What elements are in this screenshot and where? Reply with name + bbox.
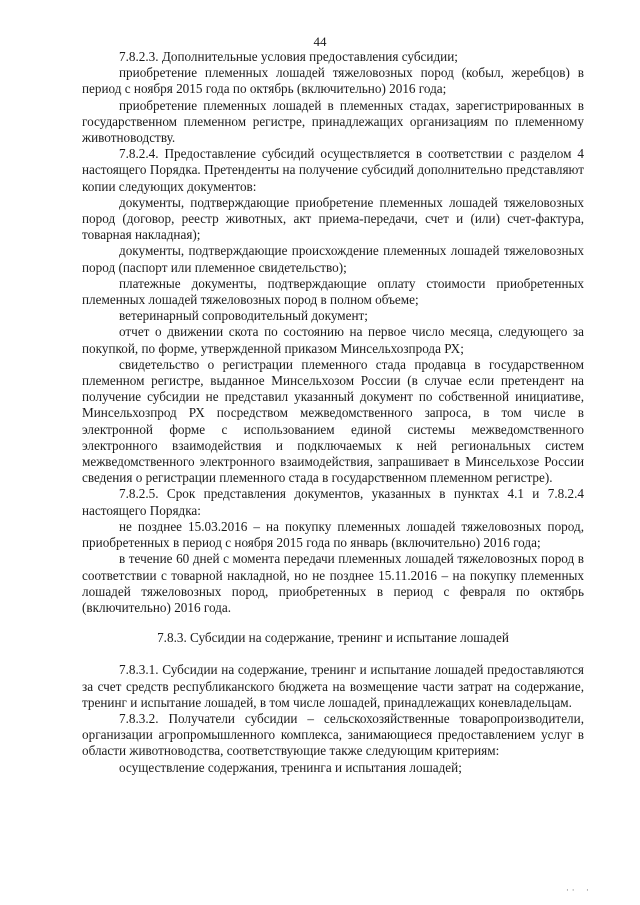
paragraph-payment-docs: платежные документы, подтверждающие оплату стоимости приобретенных племенных лошадей тяжеловозных пород в полном объеме; bbox=[82, 275, 584, 308]
paragraph-7-8-3-2: 7.8.3.2. Получатели субсидии – сельскохозяйственные товаропроизводители, организации агропромышленного комплекса, занимающиеся предоставлением услуг в области животноводства, соответствующие также следующим критериям: bbox=[82, 710, 584, 759]
paragraph-7-8-2-3: 7.8.2.3. Дополнительные условия предоставления субсидии; bbox=[119, 49, 458, 64]
paragraph-7-8-2-4: 7.8.2.4. Предоставление субсидий осуществляется в соответствии с разделом 4 настоящего Порядка. Претенденты на получение субсидий дополнительно представляют копии следующих документов: bbox=[82, 146, 584, 194]
paragraph-livestock-report: отчет о движении скота по состоянию на первое число месяца, следующего за покупкой, по форме, утвержденной приказом Минсельхозпрода РХ; bbox=[82, 324, 584, 356]
paragraph-deadline-60-days: в течение 60 дней с момента передачи племенных лошадей тяжеловозных пород в соответствии с товарной накладной, но не позднее 15.11.2016 – на покупку племенных лошадей тяжеловозных пород, приобретенных в период с февраля по октябрь (включительно) 2016 года. bbox=[82, 551, 584, 615]
section-heading-7-8-3: 7.8.3. Субсидии на содержание, тренинг и испытание лошадей bbox=[157, 630, 509, 646]
paragraph-7-8-2-5: 7.8.2.5. Срок представления документов, указанных в пунктах 4.1 и 7.8.2.4 настоящего Порядка: bbox=[82, 486, 584, 518]
paragraph-docs-purchase: документы, подтверждающие приобретение племенных лошадей тяжеловозных пород (договор, реестр животных, акт приема-передачи, счет и (или) счет-фактура, товарная накладная); bbox=[82, 194, 584, 243]
scan-speck: · bbox=[586, 886, 589, 896]
page-number: 44 bbox=[313, 34, 327, 49]
paragraph-registration-certificate: свидетельство о регистрации племенного стада продавца в государственном племенном регистре, выданное Минсельхозом России (в случае если претендент на получение субсидии не представил указанный документ по собственной инициативе, Минсельхозпрод РХ посредством межведомственного запроса, в том числе в электронной форме с использованием единой системы межведомственного электронного взаимодействия и подключаемых к ней региональных систем межведомственного электронного взаимодействия, запрашивает в Минсельхозе России сведения о регистрации племенного стада в государственном племенном регистре). bbox=[82, 356, 584, 486]
paragraph-vet-doc: ветеринарный сопроводительный документ; bbox=[119, 308, 368, 324]
paragraph-criteria-keeping: осуществление содержания, тренинга и испытания лошадей; bbox=[119, 759, 462, 775]
scan-speck: · · bbox=[566, 886, 575, 896]
paragraph-deadline-march: не позднее 15.03.2016 – на покупку племенных лошадей тяжеловозных пород, приобретенных в период с ноября 2015 года по январь (включительно) 2016 года; bbox=[82, 518, 584, 551]
paragraph-7-8-3-1: 7.8.3.1. Субсидии на содержание, тренинг и испытание лошадей предоставляются за счет средств республиканского бюджета на возмещение части затрат на содержание, тренинг и испытание лошадей, в том числе лошадей, принадлежащих коневладельцам. bbox=[82, 662, 584, 710]
paragraph-condition-registered-herds: приобретение племенных лошадей в племенных стадах, зарегистрированных в государственном племенном регистре, принадлежащих организациям по племенному животноводству. bbox=[82, 97, 584, 146]
paragraph-docs-origin: документы, подтверждающие происхождение племенных лошадей тяжеловозных пород (паспорт или племенное свидетельство); bbox=[82, 243, 584, 275]
document-body bbox=[82, 49, 584, 776]
paragraph-condition-heavy-breeds: приобретение племенных лошадей тяжеловозных пород (кобыл, жеребцов) в период с ноября 2015 года по октябрь (включительно) 2016 года; bbox=[82, 65, 584, 97]
